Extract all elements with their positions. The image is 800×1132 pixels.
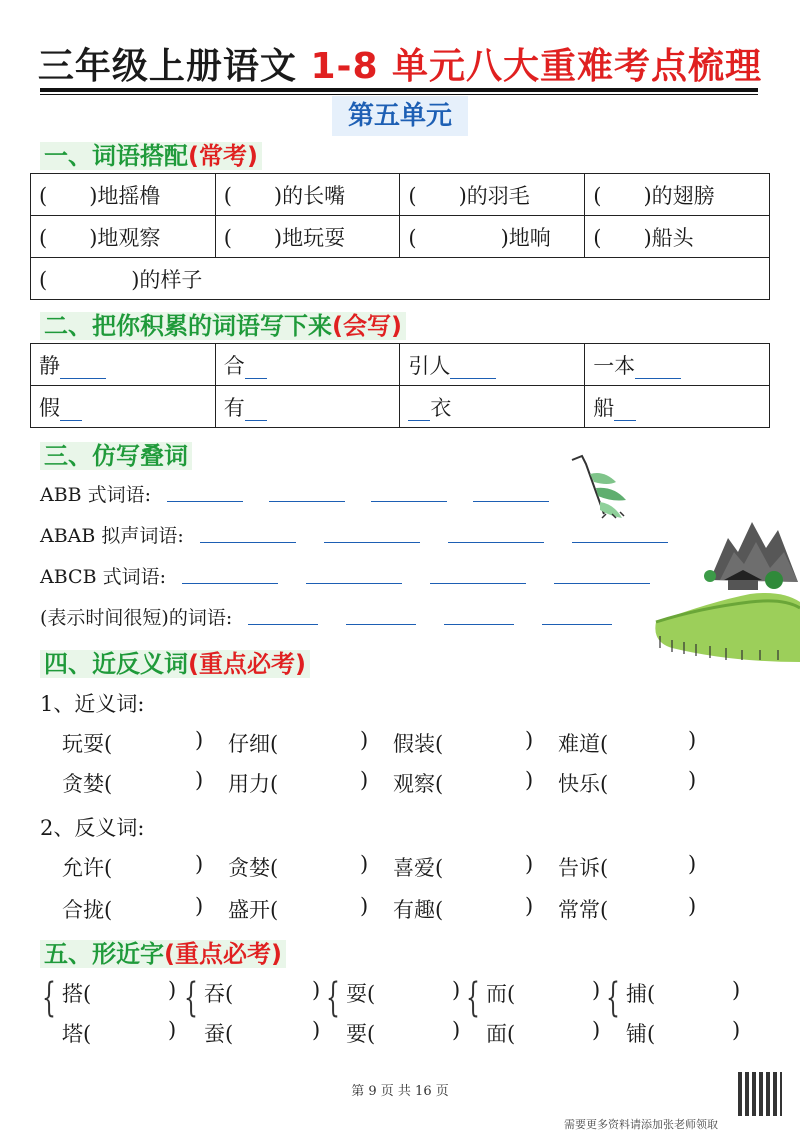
unit-title: 第五单元 bbox=[332, 96, 468, 136]
qr-code-icon bbox=[738, 1072, 782, 1116]
similar-char-top: 而( bbox=[486, 982, 516, 1006]
synonyms-label: 1、近义词: bbox=[40, 692, 145, 716]
similar-char-bottom: 要( bbox=[346, 1022, 376, 1046]
answer-blank[interactable] bbox=[248, 623, 318, 625]
close-paren: ) bbox=[688, 728, 697, 752]
close-paren: ) bbox=[525, 768, 534, 792]
accumulate-table bbox=[30, 343, 770, 428]
close-paren: ) bbox=[525, 728, 534, 752]
brace-icon: { bbox=[184, 975, 198, 1021]
table-cell: ( )地摇橹 bbox=[31, 174, 216, 216]
synonym-item: 假装( bbox=[393, 732, 444, 756]
abb-line bbox=[40, 480, 549, 507]
close-paren: ) bbox=[688, 768, 697, 792]
close-paren: ) bbox=[592, 1018, 601, 1042]
table-row bbox=[31, 216, 770, 258]
cell-text: 有 bbox=[223, 395, 245, 420]
landscape-illustration bbox=[560, 452, 800, 672]
table-cell bbox=[400, 344, 585, 386]
antonym-item: 合拢( bbox=[62, 898, 113, 922]
close-paren: ) bbox=[360, 768, 369, 792]
table-cell: ( )的样子 bbox=[31, 258, 770, 300]
brace-icon: { bbox=[42, 975, 56, 1021]
collocation-table bbox=[30, 173, 770, 300]
synonym-item: 用力( bbox=[228, 772, 279, 796]
antonym-item: 有趣( bbox=[393, 898, 444, 922]
answer-blank[interactable] bbox=[450, 354, 496, 379]
similar-char-top: 吞( bbox=[204, 982, 234, 1006]
section-5-tag: (重点必考) bbox=[164, 940, 282, 968]
table-row bbox=[31, 174, 770, 216]
synonym-item: 仔细( bbox=[228, 732, 279, 756]
section-5-heading bbox=[40, 934, 286, 969]
close-paren: ) bbox=[312, 978, 321, 1002]
synonym-item: 玩耍( bbox=[62, 732, 113, 756]
close-paren: ) bbox=[592, 978, 601, 1002]
answer-blank[interactable] bbox=[60, 354, 106, 379]
table-cell bbox=[215, 344, 400, 386]
section-3-title: 三、仿写叠词 bbox=[40, 442, 192, 470]
similar-char-bottom: 铺( bbox=[626, 1022, 656, 1046]
table-cell bbox=[31, 344, 216, 386]
table-cell bbox=[585, 344, 770, 386]
table-row bbox=[31, 258, 770, 300]
table-cell: ( )的羽毛 bbox=[400, 174, 585, 216]
similar-char-bottom: 塔( bbox=[62, 1022, 92, 1046]
table-cell: ( )地观察 bbox=[31, 216, 216, 258]
page-title bbox=[0, 38, 800, 89]
section-2-tag: (会写) bbox=[332, 312, 402, 340]
section-4-tag: (重点必考) bbox=[188, 650, 306, 678]
answer-blank[interactable] bbox=[635, 354, 681, 379]
close-paren: ) bbox=[525, 852, 534, 876]
close-paren: ) bbox=[168, 978, 177, 1002]
antonym-item: 盛开( bbox=[228, 898, 279, 922]
cell-text: 引人 bbox=[408, 353, 451, 378]
close-paren: ) bbox=[195, 894, 204, 918]
page-number: 第 9 页 共 16 页 bbox=[351, 1084, 449, 1099]
close-paren: ) bbox=[168, 1018, 177, 1042]
section-1-heading bbox=[40, 136, 262, 171]
cell-text: 船 bbox=[593, 395, 615, 420]
table-cell bbox=[400, 386, 585, 428]
table-cell bbox=[585, 386, 770, 428]
section-1-tag: (常考) bbox=[188, 142, 258, 170]
answer-blank[interactable] bbox=[371, 500, 447, 502]
table-cell: ( )地响 bbox=[400, 216, 585, 258]
answer-blank[interactable] bbox=[346, 623, 416, 625]
table-cell bbox=[31, 386, 216, 428]
footer-note: 需要更多资料请添加张老师领取 bbox=[564, 1118, 718, 1131]
cell-text: 衣 bbox=[430, 395, 452, 420]
close-paren: ) bbox=[688, 894, 697, 918]
answer-blank[interactable] bbox=[245, 396, 267, 421]
answer-blank[interactable] bbox=[167, 500, 243, 502]
cell-text: 假 bbox=[39, 395, 60, 420]
close-paren: ) bbox=[525, 894, 534, 918]
table-cell bbox=[215, 386, 400, 428]
short-time-line bbox=[40, 603, 612, 630]
table-cell: ( )的长嘴 bbox=[215, 174, 400, 216]
section-3-heading bbox=[40, 436, 192, 471]
close-paren: ) bbox=[360, 852, 369, 876]
abcb-line bbox=[40, 562, 650, 589]
synonym-item: 观察( bbox=[393, 772, 444, 796]
answer-blank[interactable] bbox=[306, 582, 402, 584]
section-4-title: 四、近反义词 bbox=[44, 650, 188, 678]
similar-char-bottom: 蚕( bbox=[204, 1022, 234, 1046]
title-rule-thin bbox=[40, 94, 758, 95]
table-cell: ( )船头 bbox=[585, 216, 770, 258]
antonym-item: 允许( bbox=[62, 856, 113, 880]
close-paren: ) bbox=[732, 978, 741, 1002]
bamboo-sketch bbox=[572, 456, 626, 518]
synonym-item: 贪婪( bbox=[62, 772, 113, 796]
synonym-item: 快乐( bbox=[558, 772, 609, 796]
close-paren: ) bbox=[195, 768, 204, 792]
section-2-title: 二、把你积累的词语写下来 bbox=[44, 312, 332, 340]
close-paren: ) bbox=[452, 1018, 461, 1042]
answer-blank[interactable] bbox=[430, 582, 526, 584]
close-paren: ) bbox=[688, 852, 697, 876]
title-rule bbox=[40, 88, 758, 92]
close-paren: ) bbox=[195, 852, 204, 876]
close-paren: ) bbox=[360, 728, 369, 752]
antonym-item: 告诉( bbox=[558, 856, 609, 880]
answer-blank[interactable] bbox=[60, 396, 82, 421]
close-paren: ) bbox=[452, 978, 461, 1002]
answer-blank[interactable] bbox=[444, 623, 514, 625]
section-4-heading bbox=[40, 644, 310, 679]
similar-char-bottom: 面( bbox=[486, 1022, 516, 1046]
table-cell: ( )的翅膀 bbox=[585, 174, 770, 216]
short-time-label: (表示时间很短)的词语: bbox=[40, 607, 233, 629]
brace-icon: { bbox=[326, 975, 340, 1021]
answer-blank[interactable] bbox=[614, 396, 636, 421]
similar-char-top: 耍( bbox=[346, 982, 376, 1006]
abcb-label: ABCB 式词语: bbox=[40, 566, 166, 588]
answer-blank[interactable] bbox=[200, 541, 296, 543]
antonyms-label: 2、反义词: bbox=[40, 816, 145, 840]
similar-char-top: 捕( bbox=[626, 982, 656, 1006]
cell-text: 一本 bbox=[593, 353, 636, 378]
title-black: 三年级上册语文 bbox=[37, 46, 297, 87]
table-cell: ( )地玩耍 bbox=[215, 216, 400, 258]
answer-blank[interactable] bbox=[448, 541, 544, 543]
synonym-item: 难道( bbox=[558, 732, 609, 756]
antonym-item: 常常( bbox=[558, 898, 609, 922]
close-paren: ) bbox=[195, 728, 204, 752]
antonym-item: 贪婪( bbox=[228, 856, 279, 880]
brace-icon: { bbox=[466, 975, 480, 1021]
answer-blank[interactable] bbox=[324, 541, 420, 543]
brace-icon: { bbox=[606, 975, 620, 1021]
answer-blank[interactable] bbox=[408, 396, 430, 421]
close-paren: ) bbox=[312, 1018, 321, 1042]
title-red: 1-8 单元八大重难考点梳理 bbox=[310, 46, 763, 87]
close-paren: ) bbox=[360, 894, 369, 918]
cell-text: 静 bbox=[39, 353, 60, 378]
table-row bbox=[31, 386, 770, 428]
answer-blank[interactable] bbox=[473, 500, 549, 502]
mountain-scene bbox=[655, 522, 800, 662]
answer-blank[interactable] bbox=[182, 582, 278, 584]
answer-blank[interactable] bbox=[245, 354, 267, 379]
antonym-item: 喜爱( bbox=[393, 856, 444, 880]
section-5-title: 五、形近字 bbox=[44, 940, 164, 968]
table-row bbox=[31, 344, 770, 386]
abab-label: ABAB 拟声词语: bbox=[40, 525, 184, 547]
answer-blank[interactable] bbox=[269, 500, 345, 502]
close-paren: ) bbox=[732, 1018, 741, 1042]
similar-char-top: 搭( bbox=[62, 982, 92, 1006]
section-1-title: 一、词语搭配 bbox=[44, 142, 188, 170]
abb-label: ABB 式词语: bbox=[40, 484, 152, 506]
section-2-heading bbox=[40, 306, 406, 341]
cell-text: 合 bbox=[223, 353, 245, 378]
